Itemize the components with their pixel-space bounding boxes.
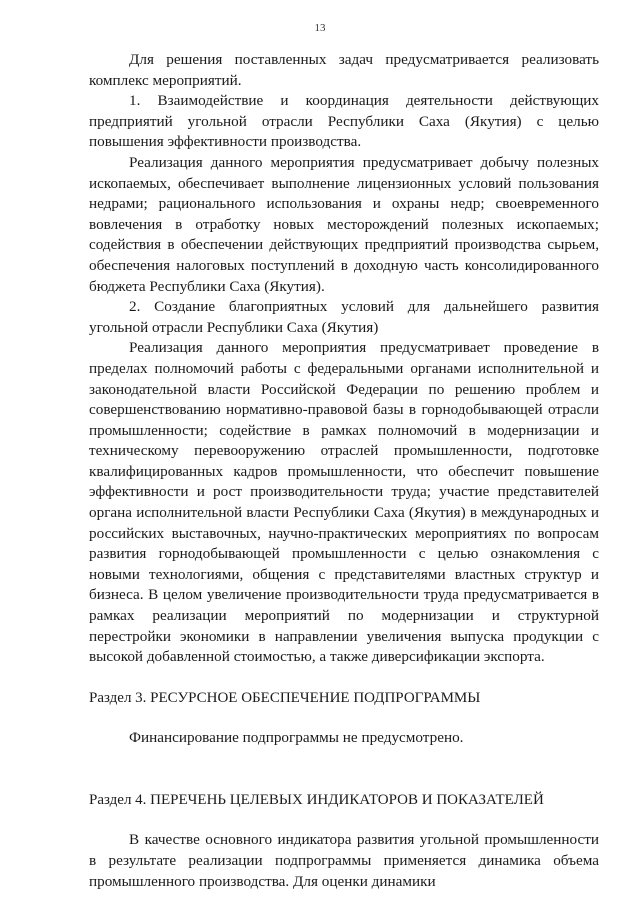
- document-body: [89, 50, 599, 892]
- section-4-text: В качестве основного индикатора развития угольной промышленности в результате реализации подпрограммы применяется динамика объема промышленного производства. Для оценки динамики: [89, 831, 599, 890]
- intro-paragraph: Для решения поставленных задач предусматривается реализовать комплекс мероприятий.: [89, 51, 599, 89]
- item-2-title: 2. Создание благоприятных условий для дальнейшего развития угольной отрасли Республики Саха (Якутия): [89, 298, 599, 336]
- section-3-heading: Раздел 3. РЕСУРСНОЕ ОБЕСПЕЧЕНИЕ ПОДПРОГРАММЫ: [89, 689, 481, 706]
- page-number: 13: [314, 22, 326, 34]
- section-4-heading: Раздел 4. ПЕРЕЧЕНЬ ЦЕЛЕВЫХ ИНДИКАТОРОВ И ПОКАЗАТЕЛЕЙ: [89, 792, 544, 809]
- item-2-text: Реализация данного мероприятия предусматривает проведение в пределах полномочий работы с федеральными органами исполнительной и законодательной власти Российской Федерации по решению проблем и совершенствованию нормативно-правовой базы в горнодобывающей отрасли промышленности; содействие в рамках полномочий в модернизации и техническому перевооружению отраслей промышленности, подготовке квалифицированных кадров промышленности, что обеспечит повышение эффективности и рост производительности труда; участие представителей органа исполнительной власти Республики Саха (Якутия) в международных и российских выставочных, научно-практических мероприятиях по вопросам развития горнодобывающей промышленности с целью ознакомления с новыми технологиями, общения с представителями властных структур и бизнеса. В целом увеличение производительности труда предусматривается в рамках реализации мероприятий по модернизации и структурной перестройки экономики в направлении увеличения выпуска продукции с высокой добавленной стоимостью, а также диверсификации экспорта.: [89, 339, 599, 666]
- section-3-text: Финансирование подпрограммы не предусмотрено.: [129, 728, 464, 746]
- item-1-text: Реализация данного мероприятия предусматривает добычу полезных ископаемых, обеспечивает выполнение лицензионных условий пользования недрами; рационального использования и охраны недр; своевременного вовлечения в отработку новых месторождений полезных ископаемых; содействия в обеспечении действующих предприятий производства сырьем, обеспечения налоговых поступлений в доходную часть консолидированного бюджета Республики Саха (Якутия).: [89, 153, 599, 295]
- item-1-title: 1. Взаимодействие и координация деятельности действующих предприятий угольной отрасли Республики Саха (Якутия) с целью повышения эффективности производства.: [89, 92, 599, 151]
